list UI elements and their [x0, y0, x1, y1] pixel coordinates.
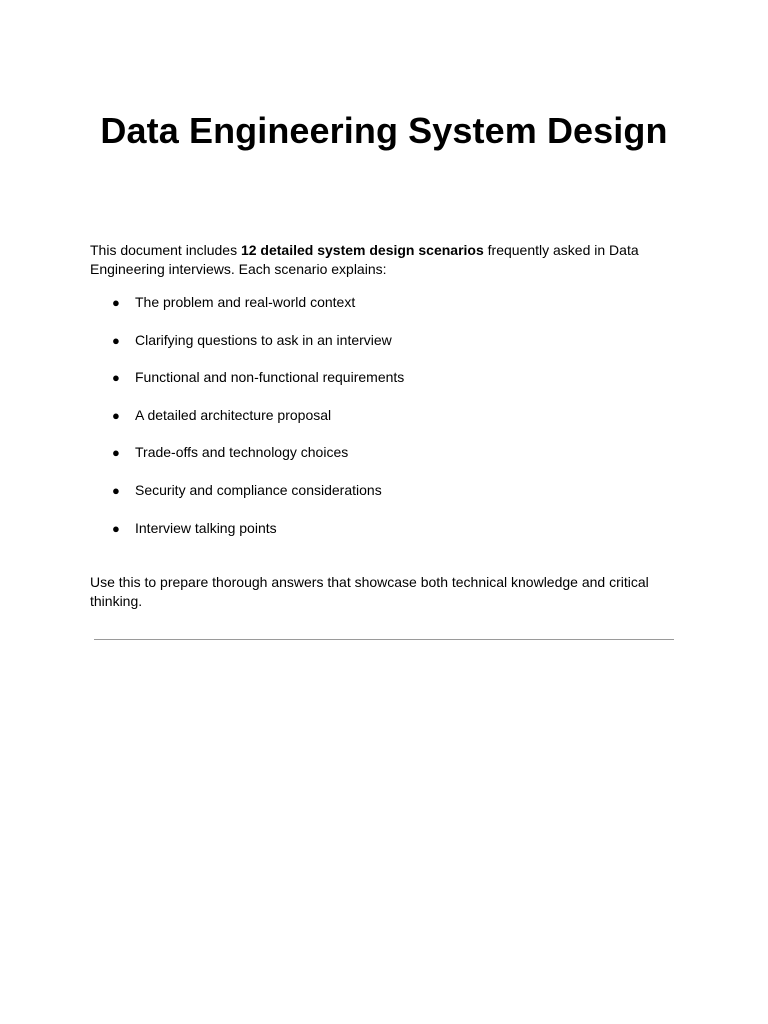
- list-item-text: Interview talking points: [135, 519, 277, 536]
- list-item-text: Security and compliance considerations: [135, 481, 382, 498]
- bullet-icon: ●: [112, 370, 120, 386]
- list-item-text: Clarifying questions to ask in an interview: [135, 331, 392, 348]
- bullet-icon: ●: [112, 332, 120, 348]
- list-item: [90, 481, 670, 519]
- list-item-text: Functional and non-functional requirements: [135, 369, 405, 386]
- list-item: [90, 368, 670, 406]
- intro-paragraph: [90, 241, 670, 279]
- bullet-icon: ●: [112, 407, 120, 423]
- intro-bold-text: 12 detailed system design scenarios: [240, 242, 484, 258]
- list-item: [90, 293, 670, 331]
- bullet-icon: ●: [112, 482, 120, 498]
- list-item: [90, 443, 670, 481]
- list-item-text: A detailed architecture proposal: [135, 406, 332, 423]
- intro-text-end: frequently asked in Data Engineering interviews. Each scenario explains:: [90, 242, 639, 277]
- list-item-text: The problem and real-world context: [135, 294, 356, 310]
- scenario-topics-list: [90, 293, 670, 556]
- list-item-text: Trade-offs and technology choices: [135, 444, 349, 461]
- bullet-icon: ●: [112, 295, 120, 310]
- document-title: Data Engineering System Design: [100, 110, 668, 151]
- closing-paragraph: Use this to prepare thorough answers that showcase both technical knowledge and critical thinking.: [90, 574, 649, 609]
- list-item: [90, 331, 670, 369]
- list-item: [90, 406, 670, 444]
- bullet-icon: ●: [112, 445, 120, 461]
- bullet-icon: ●: [112, 520, 120, 536]
- intro-text-start: This document includes: [90, 242, 241, 258]
- horizontal-divider: [94, 639, 674, 640]
- list-item: [90, 519, 670, 557]
